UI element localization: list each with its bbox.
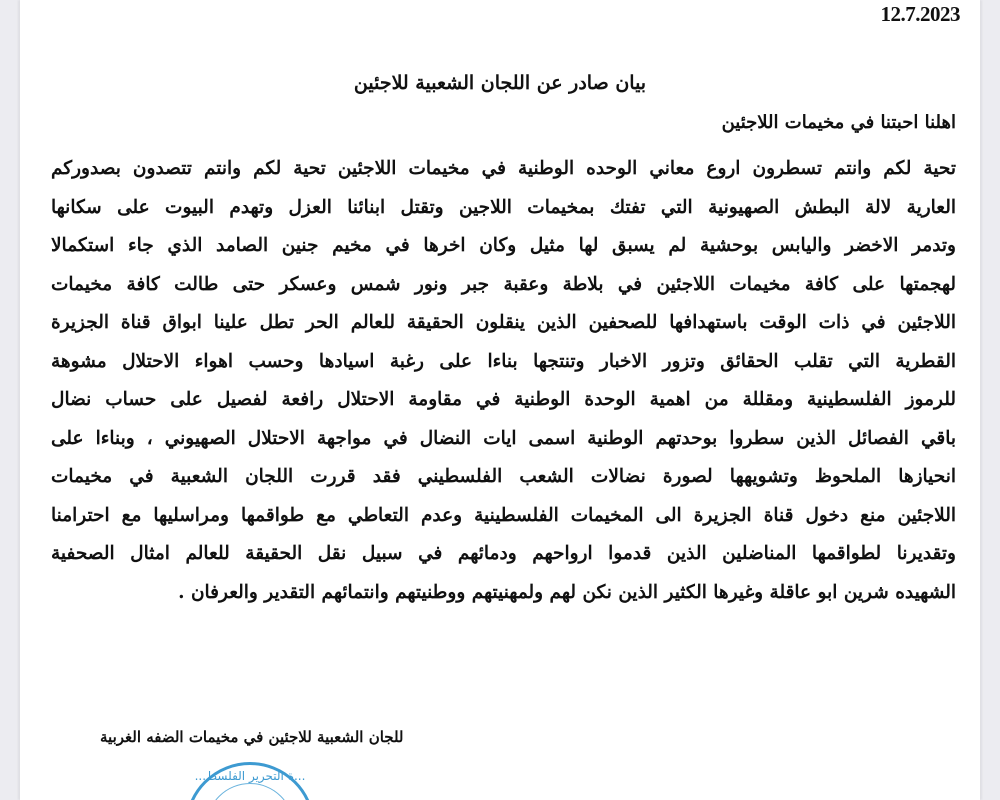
official-stamp-icon <box>185 762 315 800</box>
signature-line: للجان الشعبية للاجئين في مخيمات الضفه الغربية <box>100 728 404 746</box>
document-page <box>20 0 980 800</box>
body-line: وتدمر الاخضر واليابس بوحشية لم يسبق لها مثيل وكان اخرها في مخيم جنين الصامد الذي جاء استكمالا <box>51 235 956 256</box>
body-line: الشهيده شرين ابو عاقلة وغيرها الكثير الذين نكن لهم ولمهنيتهم ووطنيتهم وانتمائهم التقدير والعرفان . <box>178 581 956 603</box>
body-line: العارية لالة البطش الصهيونية التي تفتك بمخيمات اللاجين وتقتل ابنائنا العزل وتهدم البيوت على سكانها <box>51 196 956 218</box>
body-line: اللاجئين منع دخول قناة الجزيرة الى المخيمات الفلسطينية وعدم التعاطي مع طواقمها ومراسليها مع احترامنا <box>51 504 956 526</box>
body-line: لهجمتها على كافة مخيمات اللاجئين في بلاطة وعقبة جبر ونور شمس وعسكر حتى طالت كافة مخيمات <box>51 273 956 295</box>
body-line: باقي الفصائل الذين سطروا بوحدتهم الوطنية اسمى ايات النضال في مواجهة الاحتلال الصهيوني ، وبناءا على <box>51 427 956 449</box>
statement-body <box>51 150 956 612</box>
body-line: اللاجئين في ذات الوقت باستهدافها للصحفين الذين ينقلون الحقيقة للعالم الحر تطل علينا ابواق قناة الجزيرة <box>51 312 956 333</box>
body-line: للرموز الفلسطينية ومقللة من اهمية الوحدة الوطنية في مقاومة الاحتلال رافعة لفصيل على حساب نضال <box>51 389 956 410</box>
greeting-line: اهلنا احبتنا في مخيمات اللاجئين <box>721 112 956 133</box>
document-date: 12.7.2023 <box>880 2 960 26</box>
stamp-inner-ring <box>206 783 294 800</box>
body-line: القطرية التي تقلب الحقائق وتزور الاخبار وتنتجها بناءا على رغبة اسيادها وحسب اهواء الاحتلال مشوهة <box>51 350 956 372</box>
body-line: وتقديرنا لطواقمها المناضلين الذين قدموا ارواحهم ودمائهم في سبيل نقل الحقيقة للعالم امثال الصحفية <box>51 543 956 564</box>
body-line: انحيازها الملحوظ وتشويهها لصورة نضالات الشعب الفلسطيني فقد قررت اللجان الشعبية في مخيمات <box>51 466 956 487</box>
document-title: بيان صادر عن اللجان الشعبية للاجئين <box>353 72 647 94</box>
body-line: تحية لكم وانتم تسطرون اروع معاني الوحده الوطنية في مخيمات اللاجئين تحية لكم وانتم تتصدون بصدوركم <box>51 158 956 179</box>
stamp-text: ...ة التحرير الفلسط... <box>194 769 306 783</box>
